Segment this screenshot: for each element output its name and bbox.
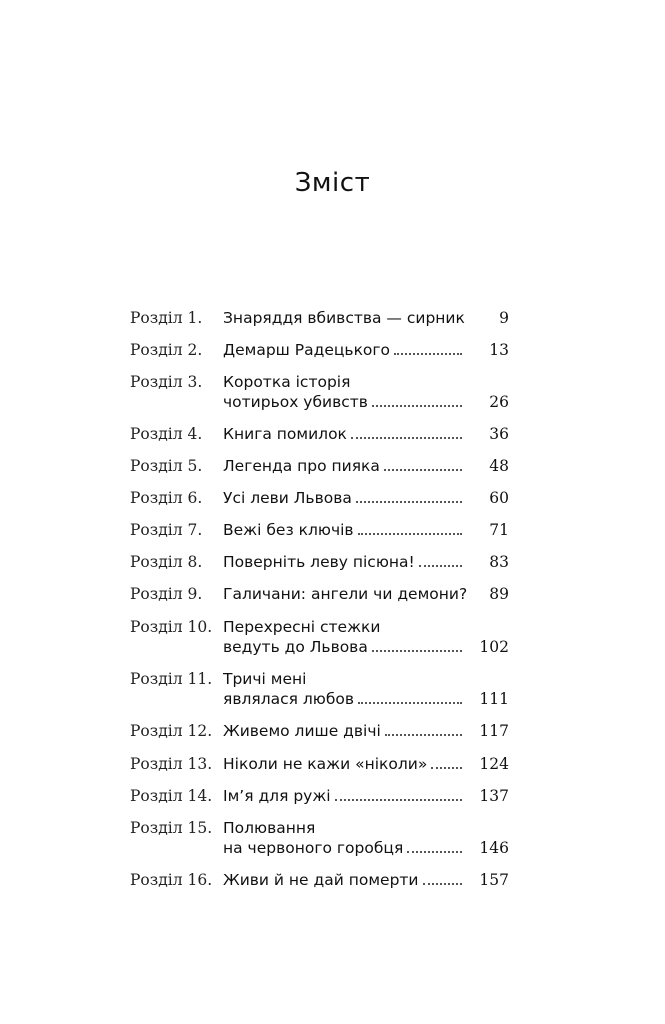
- chapter-title: являлася любов: [223, 690, 355, 708]
- chapter-title: Книга помилок: [223, 425, 347, 443]
- chapter-number: Розділ 15.: [130, 819, 213, 837]
- toc-entry[interactable]: [0, 308, 665, 328]
- chapter-title: Ім’я для ружі: [223, 787, 331, 805]
- chapter-number: Розділ 3.: [130, 373, 203, 391]
- chapter-number: Розділ 11.: [130, 670, 213, 688]
- dot-leader: [351, 424, 462, 444]
- page-number: 102: [479, 638, 509, 656]
- chapter-title: Тричі мені: [223, 670, 307, 688]
- chapter-title: Перехресні стежки: [223, 618, 381, 636]
- dot-leader: [356, 488, 462, 508]
- chapter-title: Живемо лише двічі: [223, 722, 381, 740]
- chapter-title: чотирьох убивств: [223, 393, 368, 411]
- chapter-title: Ніколи не кажи «ніколи»: [223, 755, 428, 773]
- dot-leader: [358, 520, 462, 540]
- chapter-number: Розділ 7.: [130, 521, 203, 539]
- chapter-title: Демарш Радецького: [223, 341, 391, 359]
- toc-entry[interactable]: [0, 488, 665, 508]
- page-number: 71: [489, 521, 509, 539]
- chapter-number: Розділ 9.: [130, 585, 203, 603]
- chapter-title: Вежі без ключів: [223, 521, 354, 539]
- page-number: 83: [489, 553, 509, 571]
- chapter-title: Легенда про пияка: [223, 457, 380, 475]
- chapter-title: Усі леви Львова: [223, 489, 352, 507]
- page-number: 157: [479, 871, 509, 889]
- dot-leader: [372, 392, 462, 412]
- chapter-number: Розділ 10.: [130, 618, 213, 636]
- toc-entry[interactable]: [0, 372, 665, 412]
- chapter-number: Розділ 16.: [130, 871, 213, 889]
- page-number: 111: [479, 690, 509, 708]
- dot-leader: [419, 552, 462, 572]
- toc-entry[interactable]: [0, 424, 665, 444]
- chapter-number: Розділ 13.: [130, 755, 213, 773]
- page-number: 146: [479, 839, 509, 857]
- page-number: 13: [489, 341, 509, 359]
- page-number: 124: [479, 755, 509, 773]
- toc-entry[interactable]: [0, 584, 665, 604]
- page-title: Зміст: [294, 168, 371, 198]
- toc-entry[interactable]: [0, 818, 665, 858]
- dot-leader: [394, 340, 462, 360]
- toc-entry[interactable]: [0, 520, 665, 540]
- chapter-title: Поверніть леву пісюна!: [223, 553, 415, 571]
- chapter-number: Розділ 14.: [130, 787, 213, 805]
- page-number: 48: [489, 457, 509, 475]
- toc-entry[interactable]: [0, 456, 665, 476]
- chapter-number: Розділ 6.: [130, 489, 203, 507]
- page-number: 60: [489, 489, 509, 507]
- toc-entry[interactable]: [0, 754, 665, 774]
- chapter-number: Розділ 4.: [130, 425, 203, 443]
- chapter-title: Полювання: [223, 819, 316, 837]
- page-number: 36: [489, 425, 509, 443]
- page-number: 89: [489, 585, 509, 603]
- dot-leader: [358, 689, 462, 709]
- chapter-number: Розділ 1.: [130, 309, 203, 327]
- chapter-title: Живи й не дай померти: [223, 871, 419, 889]
- toc-entry[interactable]: [0, 669, 665, 709]
- dot-leader: [431, 754, 462, 774]
- dot-leader: [335, 786, 462, 806]
- dot-leader: [385, 721, 462, 741]
- toc-entry[interactable]: [0, 870, 665, 890]
- toc-entry[interactable]: [0, 340, 665, 360]
- chapter-title: ведуть до Львова: [223, 638, 368, 656]
- toc-entry[interactable]: [0, 552, 665, 572]
- chapter-number: Розділ 5.: [130, 457, 203, 475]
- dot-leader: [372, 637, 462, 657]
- chapter-number: Розділ 8.: [130, 553, 203, 571]
- dot-leader: [423, 870, 462, 890]
- toc-entry[interactable]: [0, 617, 665, 657]
- chapter-number: Розділ 12.: [130, 722, 213, 740]
- chapter-number: Розділ 2.: [130, 341, 203, 359]
- chapter-title: Галичани: ангели чи демони?: [223, 585, 468, 603]
- page-number: 9: [499, 309, 509, 327]
- page-number: 117: [479, 722, 509, 740]
- page-number: 26: [489, 393, 509, 411]
- dot-leader: [407, 838, 462, 858]
- chapter-title: Знаряддя вбивства — сирник: [223, 309, 465, 327]
- toc-entry[interactable]: [0, 786, 665, 806]
- page-number: 137: [479, 787, 509, 805]
- chapter-title: на червоного горобця: [223, 839, 404, 857]
- dot-leader: [384, 456, 462, 476]
- toc-entry[interactable]: [0, 721, 665, 741]
- chapter-title: Коротка історія: [223, 373, 351, 391]
